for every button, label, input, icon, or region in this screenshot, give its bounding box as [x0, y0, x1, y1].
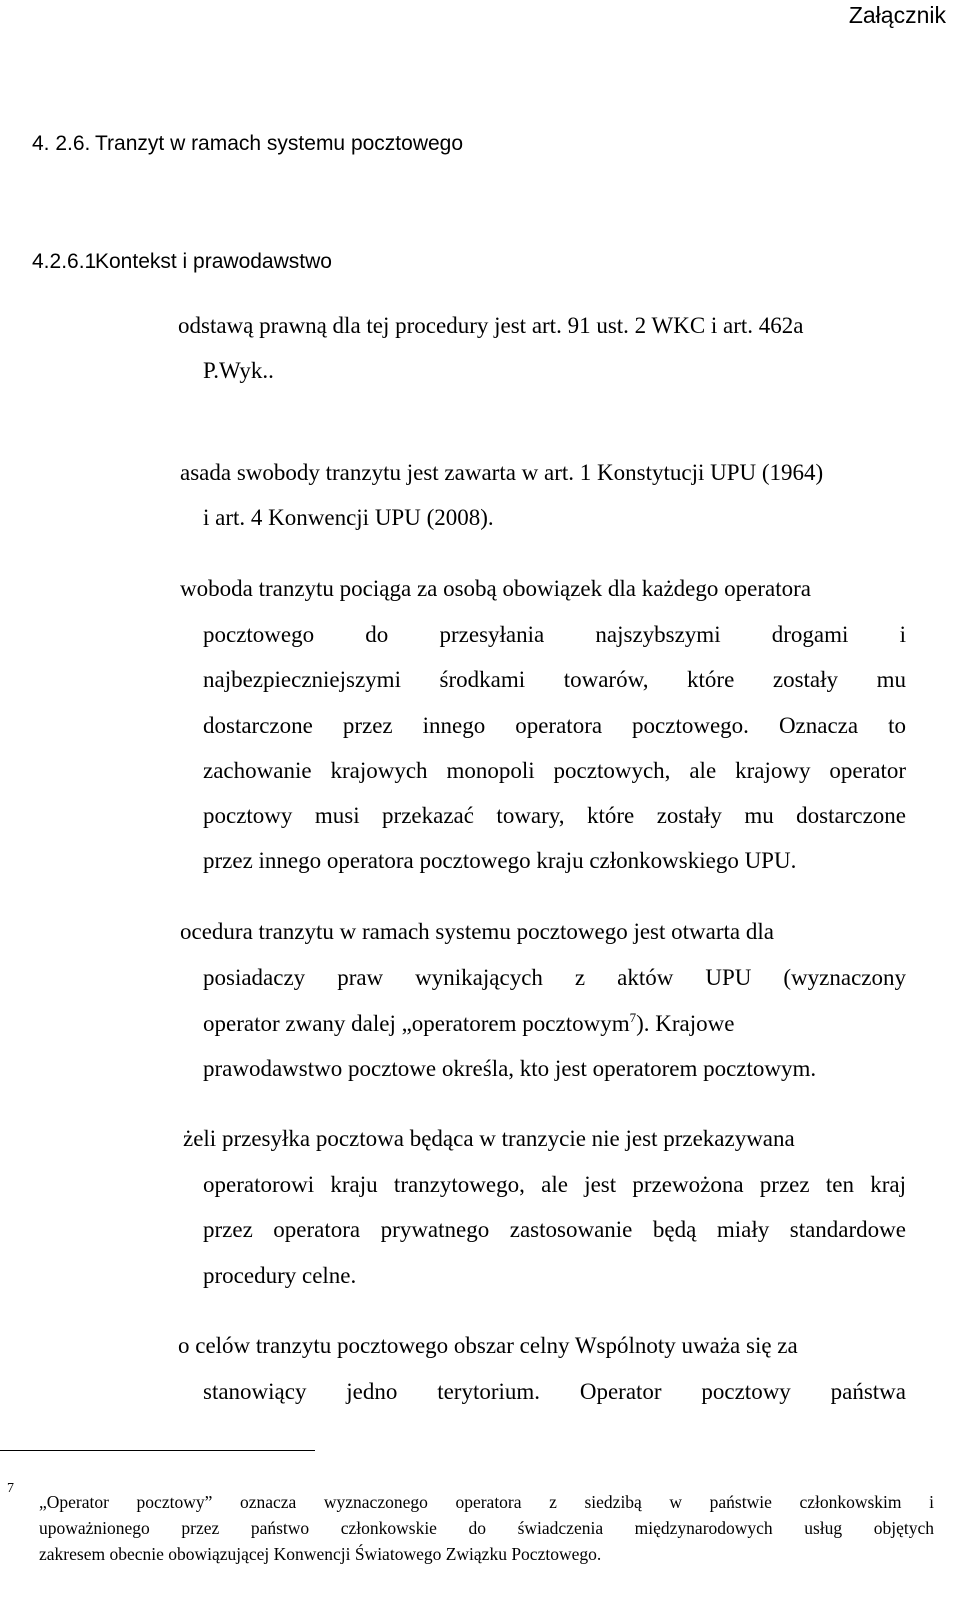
paragraph-line: woboda tranzytu pociąga za osobą obowiązek dla każdego operatora — [180, 576, 811, 601]
paragraph-line: przez innego operatora pocztowego kraju członkowskiego UPU. — [203, 848, 797, 873]
footnote-line: upoważnionego przez państwo członkowskie do świadczenia międzynarodowych usług objętych — [39, 1518, 934, 1538]
footnote-line: „Operator pocztowy” oznacza wyznaczonego operatora z siedzibą w państwie członkowskim i — [39, 1492, 934, 1512]
paragraph-line: operatorowi kraju tranzytowego, ale jest przewożona przez ten kraj — [203, 1172, 906, 1197]
paragraph-line: o celów tranzytu pocztowego obszar celny Wspólnoty uważa się za — [178, 1333, 798, 1358]
paragraph-line: i art. 4 Konwencji UPU (2008). — [203, 505, 494, 530]
paragraph-line: odstawą prawną dla tej procedury jest art. 91 ust. 2 WKC i art. 462a — [178, 313, 804, 338]
paragraph-line: P.Wyk.. — [203, 358, 274, 383]
paragraph-line: stanowiący jedno terytorium. Operator pocztowy państwa — [203, 1379, 906, 1404]
annex-label: Załącznik — [848, 2, 946, 28]
paragraph-line: zachowanie krajowych monopoli pocztowych, ale krajowy operator — [203, 758, 906, 783]
paragraph-line: pocztowego do przesyłania najszybszymi drogami i — [203, 622, 906, 647]
paragraph-line: posiadaczy praw wynikających z aktów UPU (wyznaczony — [203, 965, 906, 990]
paragraph-line: najbezpieczniejszymi środkami towarów, które zostały mu — [203, 667, 906, 692]
section-number: 4. 2.6. — [32, 132, 91, 155]
footnote-line: zakresem obecnie obowiązującej Konwencji Światowego Związku Pocztowego. — [39, 1544, 602, 1564]
paragraph-line: dostarczone przez innego operatora pocztowego. Oznacza to — [203, 713, 906, 738]
footnote-separator — [0, 1450, 315, 1451]
subsection-title: Kontekst i prawodawstwo — [95, 250, 332, 273]
paragraph-line: pocztowy musi przekazać towary, które zostały mu dostarczone — [203, 803, 906, 828]
footnote-number: 7 — [7, 1481, 14, 1496]
footnote-reference[interactable]: 7 — [629, 1010, 637, 1025]
paragraph-line: prawodawstwo pocztowe określa, kto jest operatorem pocztowym. — [203, 1056, 817, 1081]
paragraph-line: ocedura tranzytu w ramach systemu pocztowego jest otwarta dla — [180, 919, 774, 944]
paragraph-line: operator zwany dalej „operatorem pocztowym$^7$). Krajowe — [203, 1010, 735, 1036]
subsection-number: 4.2.6.1 — [32, 250, 97, 273]
paragraph-line: żeli przesyłka pocztowa będąca w tranzycie nie jest przekazywana — [183, 1126, 795, 1151]
section-title: Tranzyt w ramach systemu pocztowego — [95, 132, 464, 155]
paragraph-line: procedury celne. — [203, 1263, 357, 1288]
paragraph-line: przez operatora prywatnego zastosowanie będą miały standardowe — [203, 1217, 906, 1242]
paragraph-line: asada swobody tranzytu jest zawarta w art. 1 Konstytucji UPU (1964) — [180, 460, 824, 485]
